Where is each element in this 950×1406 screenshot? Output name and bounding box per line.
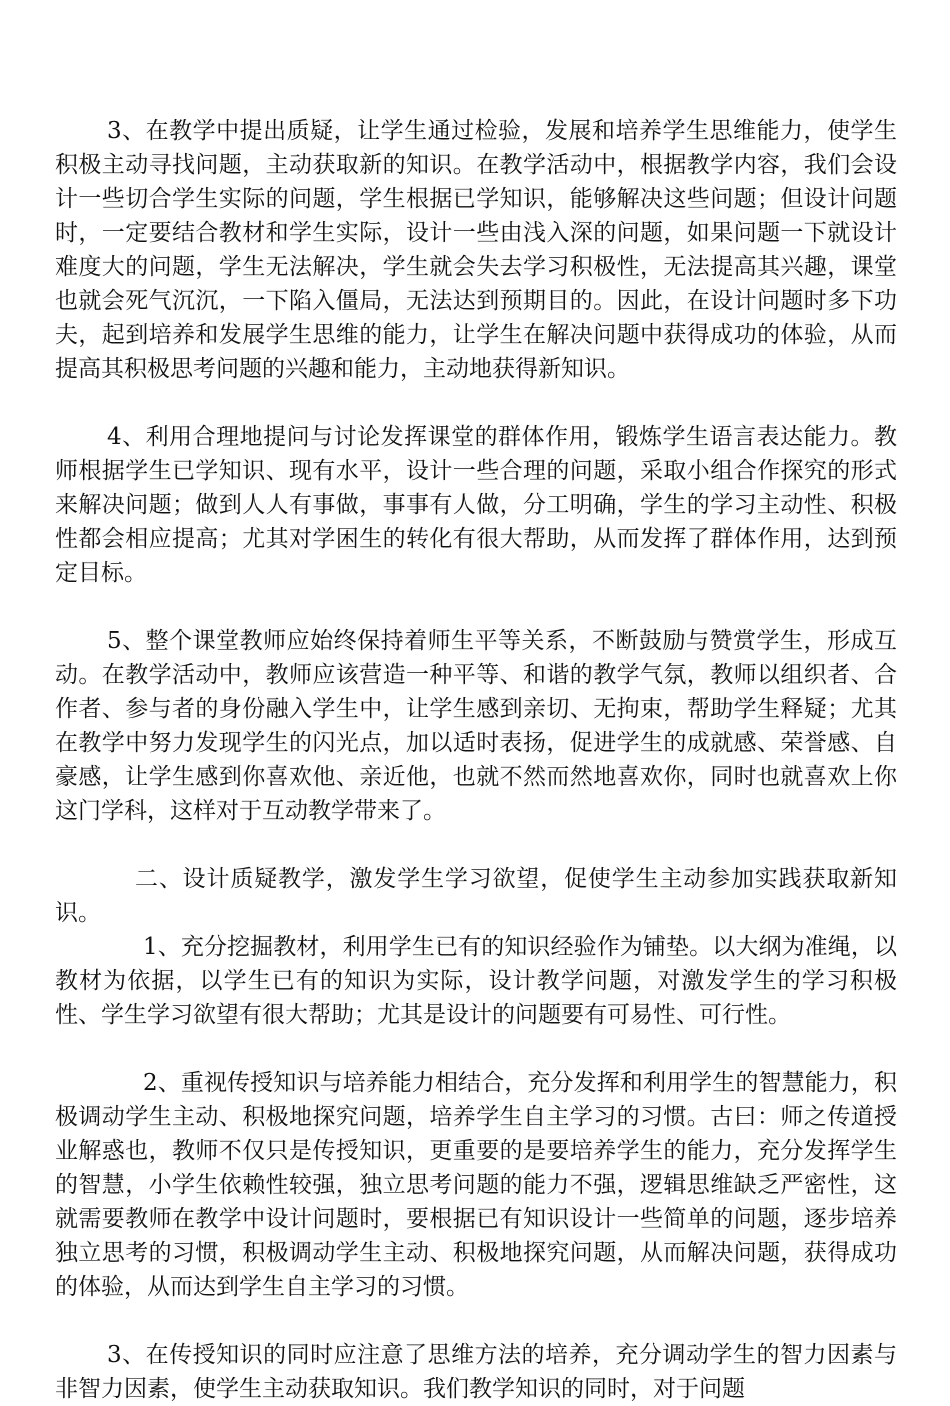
paragraph-section2-point-3: 3、在传授知识的同时应注意了思维方法的培养，充分调动学生的智力因素与非智力因素，使学生主动获取知识。我们教学知识的同时，对于问题 <box>55 1342 897 1402</box>
paragraph-point-3-questioning: 3、在教学中提出质疑，让学生通过检验，发展和培养学生思维能力，使学生积极主动寻找问题，主动获取新的知识。在教学活动中，根据教学内容，我们会设计一些切合学生实际的问题，学生根据已学知识，能够解决这些问题；但设计问题时，一定要结合教材和学生实际，设计一些由浅入深的问题，如果问题一下就设计难度大的问题，学生无法解决，学生就会失去学习积极性，无法提高其兴趣，课堂也就会死气沉沉，一下陷入僵局，无法达到预期目的。因此，在设计问题时多下功夫，起到培养和发展学生思维的能力，让学生在解决问题中获得成功的体验，从而提高其积极思考问题的兴趣和能力，主动地获得新知识。 <box>55 118 897 382</box>
paragraph-section2-point-1: 1、充分挖掘教材，利用学生已有的知识经验作为铺垫。以大纲为准绳，以教材为依据，以学生已有的知识为实际，设计教学问题，对激发学生的学习积极性、学生学习欲望有很大帮助；尤其是设计的问题要有可易性、可行性。 <box>55 934 897 1028</box>
paragraph-point-4-group-discussion: 4、利用合理地提问与讨论发挥课堂的群体作用，锻炼学生语言表达能力。教师根据学生已学知识、现有水平，设计一些合理的问题，采取小组合作探究的形式来解决问题；做到人人有事做，事事有人做，分工明确，学生的学习主动性、积极性都会相应提高；尤其对学困生的转化有很大帮助，从而发挥了群体作用，达到预定目标。 <box>55 424 897 586</box>
document-body <box>55 114 897 1406</box>
paragraph-section2-point-2: 2、重视传授知识与培养能力相结合，充分发挥和利用学生的智慧能力，积极调动学生主动、积极地探究问题，培养学生自主学习的习惯。古曰：师之传道授业解惑也，教师不仅只是传授知识，更重要的是要培养学生的能力，充分发挥学生的智慧，小学生依赖性较强，独立思考问题的能力不强，逻辑思维缺乏严密性，这就需要教师在教学中设计问题时，要根据已有知识设计一些简单的问题，逐步培养独立思考的习惯，积极调动学生主动、积极地探究问题，从而解决问题，获得成功的体验，从而达到学生自主学习的习惯。 <box>55 1070 897 1300</box>
section-heading-two: 二、设计质疑教学，激发学生学习欲望，促使学生主动参加实践获取新知识。 <box>55 866 897 926</box>
paragraph-point-5-equal-relationship: 5、整个课堂教师应始终保持着师生平等关系，不断鼓励与赞赏学生，形成互动。在教学活动中，教师应该营造一种平等、和谐的教学气氛，教师以组织者、合作者、参与者的身份融入学生中，让学生感到亲切、无拘束，帮助学生释疑；尤其在教学中努力发现学生的闪光点，加以适时表扬，促进学生的成就感、荣誉感、自豪感，让学生感到你喜欢他、亲近他，也就不然而然地喜欢你，同时也就喜欢上你这门学科，这样对于互动教学带来了。 <box>55 628 897 824</box>
